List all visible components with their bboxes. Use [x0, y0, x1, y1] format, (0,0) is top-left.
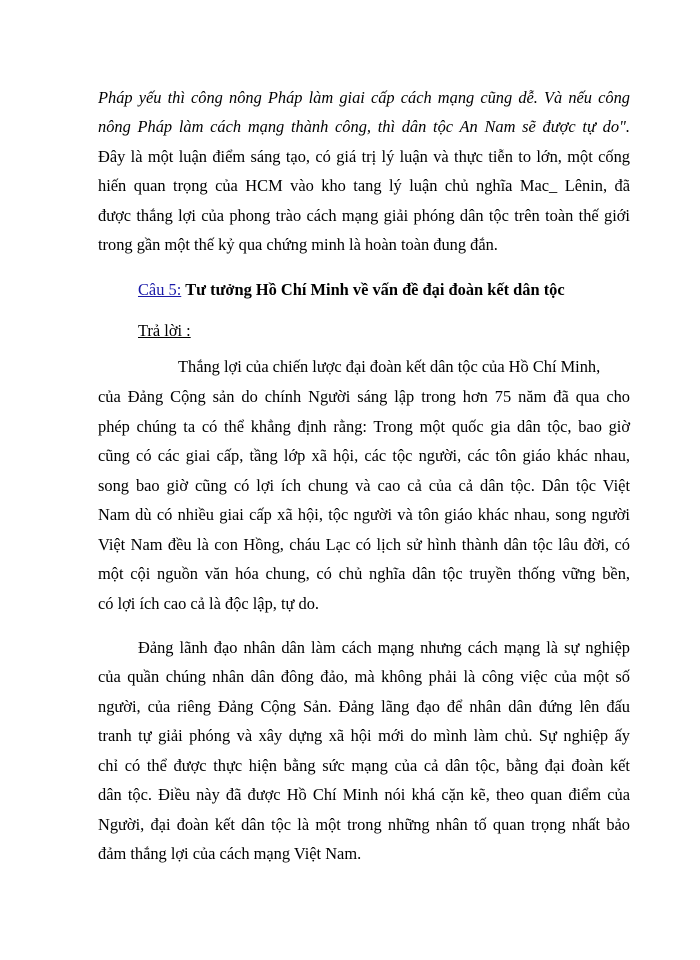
paragraph-2-line-1: Đảng lãnh đạo nhân dân làm cách mạng nhưng cách mạng là sự nghiệp: [138, 638, 630, 657]
intro-line-5: được thắng lợi của phong trào cách mạng giải phóng dân tộc trên toàn thế giới: [98, 206, 630, 225]
question-label-link[interactable]: Câu 5:: [138, 280, 182, 299]
paragraph-2-line-5: chỉ có thể được thực hiện bằng sức mạng của cả dân tộc, bằng đại đoàn kết: [98, 756, 630, 775]
paragraph-1-line-8: một cội nguồn văn hóa chung, có chủ nghĩa dân tộc truyền thống vững bền,: [98, 564, 630, 583]
intro-line-1: Pháp yếu thì công nông Pháp làm giai cấp cách mạng cũng dễ. Và nếu công: [98, 88, 630, 107]
question-title: Tư tưởng Hồ Chí Minh về vấn đề đại đoàn kết dân tộc: [185, 280, 565, 299]
paragraph-1-line-5: song bao giờ cũng có lợi ích chung và cao cả của cả dân tộc. Dân tộc Việt: [98, 476, 630, 495]
paragraph-1-line-1: Thắng lợi của chiến lược đại đoàn kết dân tộc của Hồ Chí Minh,: [178, 357, 601, 376]
paragraph-1-line-3: phép chúng ta có thể khẳng định rằng: Trong một quốc gia dân tộc, bao giờ: [98, 417, 630, 436]
intro-line-3: Đây là một luận điểm sáng tạo, có giá trị lý luận và thực tiễn to lớn, một cống: [98, 147, 630, 166]
paragraph-2-line-8: đảm thắng lợi của cách mạng Việt Nam.: [98, 844, 362, 863]
intro-line-4: hiến quan trọng của HCM vào kho tang lý luận chủ nghĩa Mac_ Lênin, đã: [98, 176, 630, 195]
paragraph-2-line-3: người, của riêng Đảng Cộng Sản. Đảng lãng đạo để nhân dân đứng lên đấu: [98, 697, 630, 716]
intro-line-2: nông Pháp làm cách mạng thành công, thì dân tộc An Nam sẽ được tự do".: [98, 117, 630, 136]
paragraph-2-line-6: dân tộc. Điều này đã được Hồ Chí Minh nói khá cặn kẽ, theo quan điểm của: [98, 785, 630, 804]
paragraph-2-line-2: của quần chúng nhân dân đông đảo, mà không phải là công việc của một số: [98, 667, 630, 686]
intro-line-6: trong gần một thế kỷ qua chứng minh là hoàn toàn đung đắn.: [98, 235, 498, 254]
paragraph-1-line-2: của Đảng Cộng sản do chính Người sáng lập trong hơn 75 năm đã qua cho: [98, 387, 630, 406]
paragraph-1-line-7: Việt Nam đều là con Hồng, cháu Lạc có lịch sử hình thành dân tộc lâu đời, có: [98, 535, 630, 554]
question-heading: [138, 280, 565, 300]
paragraph-2-line-4: tranh tự giải phóng và xây dựng xã hội mới do mình làm chủ. Sự nghiệp ấy: [98, 726, 630, 745]
paragraph-1-line-4: cũng có các giai cấp, tầng lớp xã hội, các tộc người, các tôn giáo khác nhau,: [98, 446, 630, 465]
paragraph-1-line-6: Nam dù có nhiều giai cấp xã hội, tộc người và tôn giáo khác nhau, song người: [98, 505, 630, 524]
paragraph-2-line-7: Người, đại đoàn kết dân tộc là một trong những nhân tố quan trọng nhất bảo: [98, 815, 630, 834]
paragraph-1-line-9: có lợi ích cao cả là độc lập, tự do.: [98, 594, 319, 613]
answer-label: Trả lời :: [138, 321, 191, 340]
